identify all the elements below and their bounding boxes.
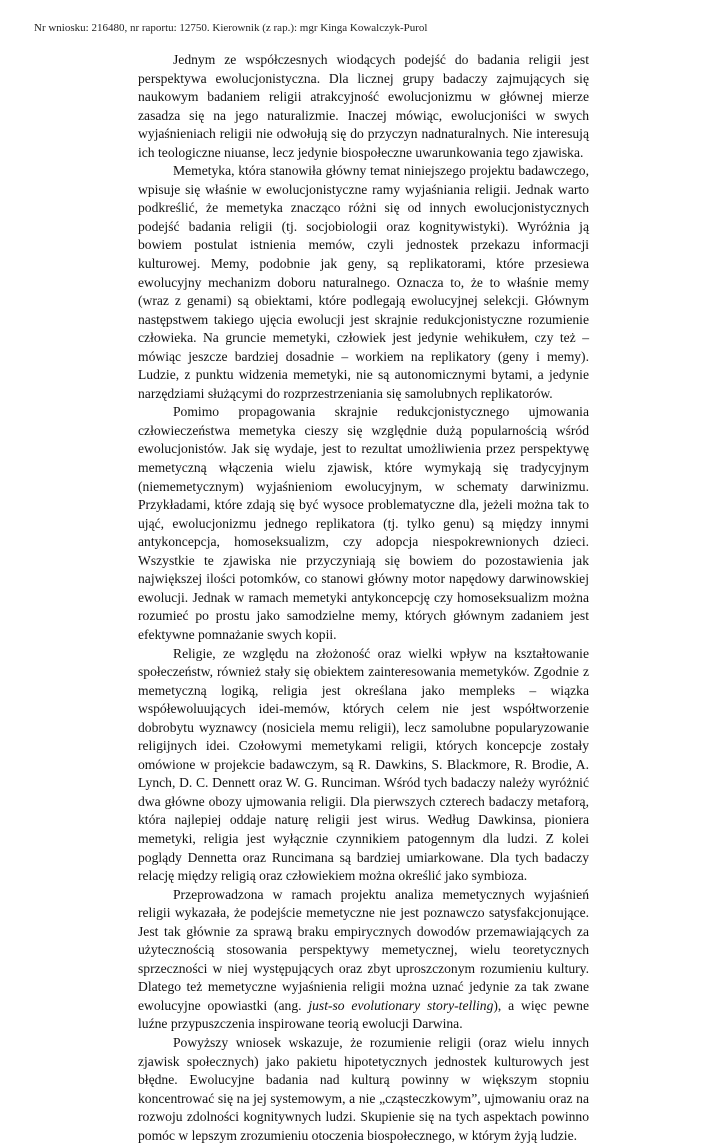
paragraph-5-italic-term: just-so evolutionary story-telling [308, 997, 494, 1013]
paragraph-5 [138, 886, 589, 1034]
paragraph-1: Jednym ze współczesnych wiodących podejść do badania religii jest perspektywa ewolucjonistyczna. Dla licznej grupy badaczy zajmujących się naukowym badaniem religii atrakcyjność ewolucjonizmu w głównej mierze zasadza się na jego naturalizmie. Inaczej mówiąc, ewolucjoniści w swych wyjaśnieniach religii nie odwołują się do przyczyn nadnaturalnych. Nie interesują ich teologiczne niuanse, lecz jedynie biospołeczne uwarunkowania tego zjawiska. [138, 52, 589, 160]
report-body [138, 51, 589, 1145]
paragraph-5-text-end: ), a więc pewne luźne przypuszczenia inspirowane teorią ewolucji Darwina. [138, 997, 589, 1032]
paragraph-3: Pomimo propagowania skrajnie redukcjonistycznego ujmowania człowieczeństwa memetyka cieszy się względnie dużą popularnością wśród ewolucjonistów. Jak się wydaje, jest to rezultat umożliwienia przez perspektywę memetyczną włączenia wielu zjawisk, które wymykają się tradycyjnym (niememetycznym) wyjaśnieniom ewolucyjnym, w schematy darwinizmu. Przykładami, które zdają się być wysoce problematyczne dla, jeżeli można tak to ująć, ewolucjonizmu jednego replikatora (tj. tylko genu) są między innymi antykoncepcja, homoseksualizm, czy adopcja niespokrewnionych dzieci. Wszystkie te zjawiska nie przyczyniają się bowiem do pozostawienia jak największej ilości potomków, co stanowi główny motor napędowy darwinowskiej ewolucji. Jednak w ramach memetyki antykoncepcję czy homoseksualizm można rozumieć po prostu jako samodzielne memy, których głównym zadaniem jest efektywne pomnażanie swych kopii. [138, 404, 589, 642]
report-header: Nr wniosku: 216480, nr raportu: 12750. Kierownik (z rap.): mgr Kinga Kowalczyk-Purol [34, 22, 428, 34]
paragraph-2: Memetyka, która stanowiła główny temat niniejszego projektu badawczego, wpisuje się właśnie w ewolucjonistyczne ramy wyjaśniania religii. Jednak warto podkreślić, że memetyka znacząco różni się od innych ewolucjonistycznych podejść badania religii (tj. socjobiologii oraz kognitywistyki). Wyróżnia ją bowiem postulat istnienia memów, czyli jednostek przekazu informacji kulturowej. Memy, podobnie jak geny, są replikatorami, które przesiewa ewolucyjny mechanizm doboru naturalnego. Oznacza to, że to właśnie memy (wraz z genami) są obiektami, które podlegają ewolucyjnej selekcji. Głównym następstwem takiego ujęcia ewolucji jest skrajnie redukcjonistyczne rozumienie człowieka. Na gruncie memetyki, człowiek jest jedynie wehikułem, czy też – mówiąc jeszcze bardziej dosadnie – workiem na replikatory (geny i memy). Ludzie, z punktu widzenia memetyki, nie są autonomicznymi bytami, a jedynie narzędziami służącymi do rozprzestrzeniania się samolubnych replikatorów. [138, 163, 589, 401]
paragraph-4: Religie, ze względu na złożoność oraz wielki wpływ na kształtowanie społeczeństw, również stały się obiektem zainteresowania memetyków. Zgodnie z memetyczną logiką, religia jest określana jako mempleks – wiązka współewoluujących idei-memów, których celem nie jest współtworzenie dobrobytu wyznawcy (nosiciela memu religii), lecz samolubne popularyzowanie religijnych idei. Czołowymi memetykami religii, których koncepcje zostały omówione w projekcie badawczym, są R. Dawkins, S. Blackmore, R. Brodie, A. Lynch, D. C. Dennett oraz W. G. Runciman. Wśród tych badaczy należy wyróżnić dwa główne obozy ujmowania religii. Dla pierwszych czterech badaczy metaforą, która najlepiej oddaje naturę religii jest wirus. Według Dawkinsa, pioniera memetyki, religia jest wyłącznie czynnikiem patogennym dla ludzi. Z kolei poglądy Dennetta oraz Runcimana są bardziej umiarkowane. Dla tych badaczy relację między religią oraz człowiekiem można określić jako symbioza. [138, 645, 589, 884]
paragraph-6: Powyższy wniosek wskazuje, że rozumienie religii (oraz wielu innych zjawisk społecznych) jako pakietu hipotetycznych jednostek kulturowych jest błędne. Ewolucyjne badania nad kulturą powinny w większym stopniu koncentrować się na jej systemowym, a nie „cząsteczkowym”, ujmowaniu oraz na rozwoju zdolności kognitywnych ludzi. Skupienie się na tych aspektach powinno pomóc w lepszym zrozumieniu otoczenia biospołecznego, w którym żyją ludzie. [138, 1034, 589, 1143]
paragraph-5-text-start: Przeprowadzona w ramach projektu analiza memetycznych wyjaśnień religii wykazała, że podejście memetyczne nie jest poznawczo satysfakcjonujące. Jest tak głównie za sprawą braku empirycznych dowodów przemawiających za użytecznością stosowania perspektywy memetycznej, wielu teoretycznych sprzeczności w niej występujących oraz zbyt uproszczonym rozumieniu kultury. Dlatego też memetyczne wyjaśnienia religii można uznać jedynie za tak zwane ewolucyjne opowiastki (ang. [138, 886, 589, 1013]
